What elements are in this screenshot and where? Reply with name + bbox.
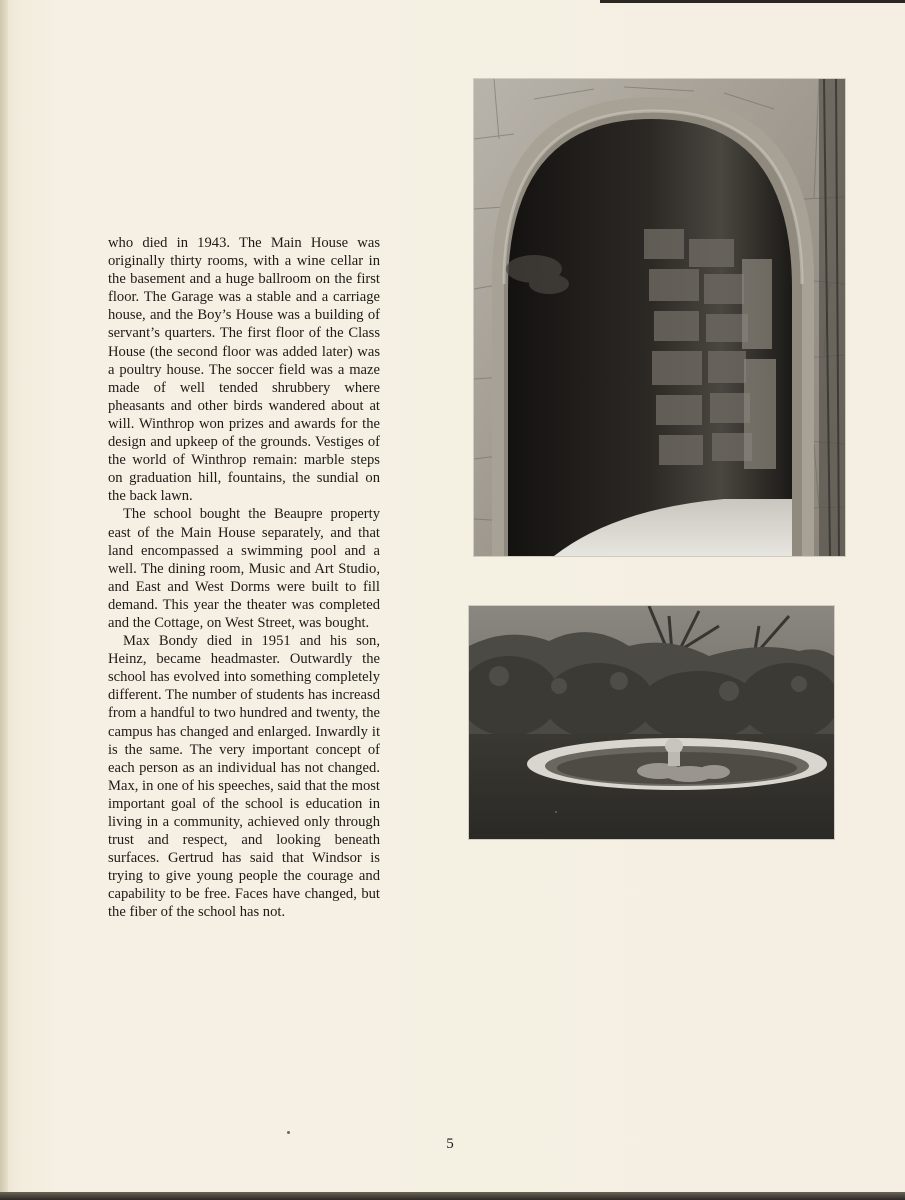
body-text-column (108, 234, 380, 922)
top-edge-shadow (600, 0, 905, 3)
garden-fountain-photo (469, 606, 834, 839)
print-speck (555, 811, 557, 813)
page-number: 5 (446, 1136, 454, 1152)
page-spine-shadow (0, 0, 8, 1200)
print-speck (287, 1131, 290, 1134)
bottom-edge-shadow (0, 1192, 905, 1200)
paragraph-bondy-legacy: Max Bondy died in 1951 and his son, Heinz, became headmaster. Outwardly the school has evolved into something completely different. The number of students has increasd from a handful to two hundred and twenty, the campus has changed and enlarged. Inwardly it is the same. The very important concept of each person as an individual has not changed. Max, in one of his speeches, said that the most important goal of the school is education in living in a community, achieved only through trust and respect, and looking beneath surfaces. Gertrud has said that Windsor is trying to give young people the courage and capability to be free. Faces have changed, but the fiber of the school has not. (108, 633, 380, 921)
stone-archway-photo (474, 79, 845, 556)
paragraph-beaupre-property: The school bought the Beaupre property east of the Main House separately, and that land encompassed a swimming pool and a well. The dining room, Music and Art Studio, and East and West Dorms were built to fill demand. This year the theater was completed and the Cottage, on West Street, was bought. (108, 506, 380, 631)
paragraph-winthrop-estate: who died in 1943. The Main House was originally thirty rooms, with a wine cellar in the basement and a huge ballroom on the first floor. The Garage was a stable and a carriage house, and the Boy’s House was a building of servant’s quarters. The first floor of the Class House (the second floor was added later) was a poultry house. The soccer field was a maze made of well tended shrubbery where pheasants and other birds wandered about at will. Winthrop won prizes and awards for the design and upkeep of the grounds. Vestiges of the world of Winthrop remain: marble steps on graduation hill, fountains, the sundial on the back lawn. (108, 235, 380, 505)
